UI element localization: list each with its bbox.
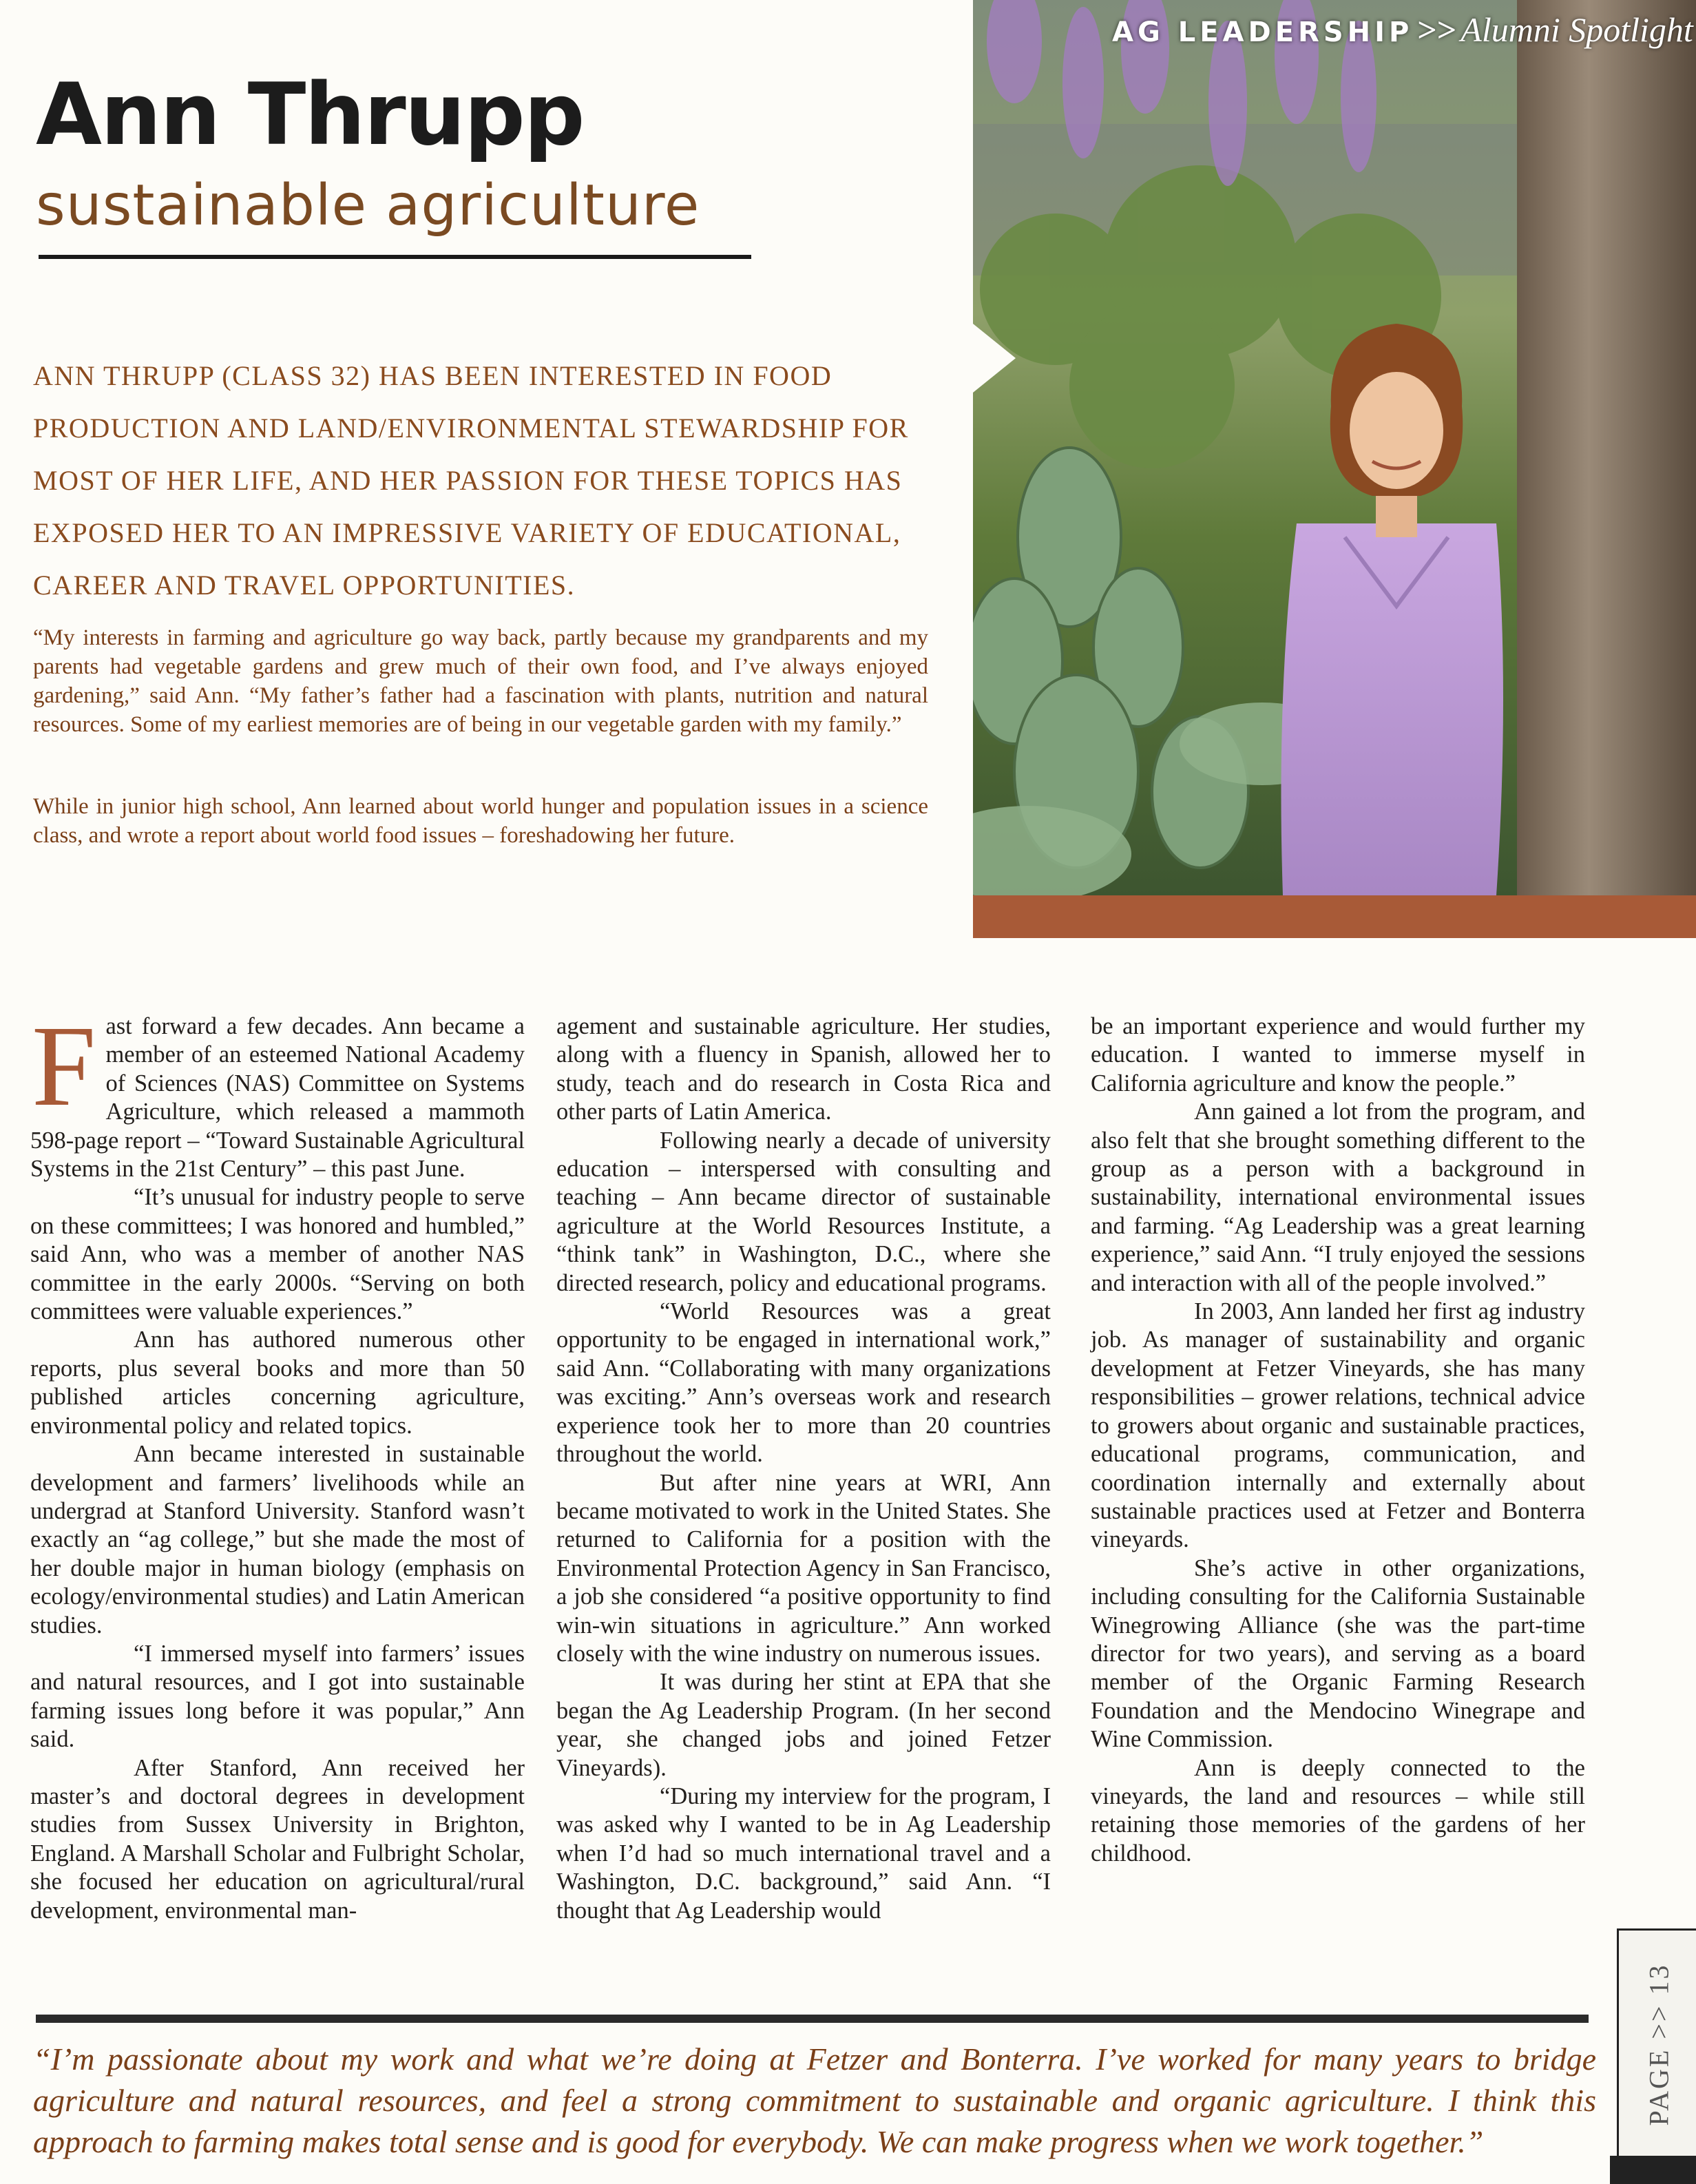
intro-paragraph: ANN THRUPP (CLASS 32) HAS BEEN INTERESTED IN FOOD PRODUCTION AND LAND/ENVIRONMENTAL STEWARDSHIP FOR MOST OF HER LIFE, AND HER PASSION FOR THESE TOPICS HAS EXPOSED HER TO AN IMPRESSIVE VARIETY OF EDUCATIONAL, CAREER AND TRAVEL OPPORTUNITIES. [33, 360, 909, 601]
body-paragraph: Ann became interested in sustainable development and farmers’ livelihoods while an undergrad at Stanford University. Stanford wasn’t exactly an “ag college,” but she made the most of her double major in human biology (emphasis on ecology/environmental studies) and Latin American studies. [30, 1441, 525, 1639]
portrait-photo [973, 0, 1696, 895]
article-title: Ann Thrupp [36, 65, 584, 165]
body-paragraph: “World Resources was a great opportunity to be engaged in international work,” said Ann. “Collaborating with many organizations was exciting.” Ann’s overseas work and research experience took her to more than 20 countries throughout the world. [556, 1298, 1051, 1468]
pull-quote-rule [36, 2015, 1589, 2023]
body-paragraph: agement and sustainable agriculture. Her studies, along with a fluency in Spanish, allowed her to study, teach and do research in Costa Rica and other parts of Latin America. [556, 1013, 1051, 1125]
section-label-separator: >> [1417, 10, 1457, 49]
body-paragraph: Following nearly a decade of university education – interspersed with consulting and teaching – Ann became director of sustainable agriculture at the World Resources Institute, a “think tank” in Washington, D.C., where she directed research, policy and educational programs. [556, 1127, 1051, 1296]
page-tab-cap [1610, 2156, 1696, 2184]
body-paragraph: Ann is deeply connected to the vineyards, the land and resources – while still retaining those memories of the gardens of her childhood. [1091, 1754, 1585, 1866]
body-paragraph: “I immersed myself into farmers’ issues and natural resources, and I got into sustainable farming issues long before it was popular,” Ann said. [30, 1640, 525, 1753]
photo-band [973, 895, 1696, 938]
body-paragraph: She’s active in other organizations, including consulting for the California Sustainable Winegrowing Alliance (she was the part-time director for two years), and serving as a board member of the Organic Farming Research Foundation and the Mendocino Winegrape and Wine Commission. [1091, 1554, 1585, 1753]
lede-paragraph-1: “My interests in farming and agriculture go way back, partly because my grandparents and my parents had vegetable gardens and grew much of their own food, and I’ve always enjoyed gardening,” said Ann. “My father’s father had a fascination with plants, nutrition and natural resources. Some of my earliest memories are of being in our vegetable garden with my family.” [33, 625, 928, 737]
body-paragraph: be an important experience and would further my education. I wanted to immerse myself in California agriculture and know the people.” [1091, 1013, 1585, 1096]
body-paragraph: Ann has authored numerous other reports, plus several books and more than 50 published articles concerning agriculture, environmental policy and related topics. [30, 1327, 525, 1439]
section-label-lead: AG LEADERSHIP [1112, 17, 1414, 48]
pull-quote: “I’m passionate about my work and what we’re doing at Fetzer and Bonterra. I’ve worked for many years to bridge agriculture and natural resources, and feel a strong commitment to sustainable and organic agriculture. I think this approach to farming makes total sense and is good for everybody. We can make progress when we work together.” [33, 2041, 1596, 2159]
body-paragraph: But after nine years at WRI, Ann became motivated to work in the United States. She returned to California for a position with the Environmental Protection Agency in San Francisco, a job she considered “a positive opportunity to find win-win situations in agriculture.” Ann worked closely with the wine industry on numerous issues. [556, 1469, 1051, 1667]
body-paragraph: It was during her stint at EPA that she began the Ag Leadership Program. (In her second year, she changed jobs and joined Fetzer Vineyards). [556, 1669, 1051, 1781]
body-column-1 [30, 1002, 525, 1925]
body-column-2 [556, 1012, 1051, 1925]
drop-cap: F [32, 1002, 96, 1130]
photo-notch [973, 324, 1016, 393]
title-rule [39, 255, 751, 259]
body-paragraph: Fast forward a few decades. Ann became a member of an esteemed National Academy of Sciences (NAS) Committee on Systems Agriculture, which released a mammoth 598-page report – “Toward Sustainable Agricultural Systems in the 21st Century” – this past June. [30, 1002, 525, 1183]
section-label-tail: Alumni Spotlight [1461, 10, 1693, 49]
page-number-label: PAGE >> 13 [1643, 1963, 1674, 2125]
section-label [1112, 10, 1693, 50]
body-column-3 [1091, 1012, 1585, 1868]
body-paragraph: In 2003, Ann landed her first ag industry job. As manager of sustainability and organic development at Fetzer Vineyards, she has many responsibilities – grower relations, technical advice to growers about organic and sustainable practices, educational programs, communication, and coordination internally and externally about sustainable practices used at Fetzer and Bonterra vineyards. [1091, 1298, 1585, 1553]
body-paragraph: After Stanford, Ann received her master’s and doctoral degrees in development studies from Sussex University in Brighton, England. A Marshall Scholar and Fulbright Scholar, she focused her education on agricultural/rural development, environmental man- [30, 1754, 525, 1924]
article-subtitle: sustainable agriculture [36, 173, 700, 238]
body-paragraph: “It’s unusual for industry people to serve on these committees; I was honored and humbled,” said Ann, who was a member of another NAS committee in the early 2000s. “Serving on both committees were valuable experiences.” [30, 1184, 525, 1325]
body-paragraph: Ann gained a lot from the program, and also felt that she brought something different to the group as a person with a background in sustainability, international environmental issues and farming. “Ag Leadership was a great learning experience,” said Ann. “I truly enjoyed the sessions and interaction with all of the people involved.” [1091, 1099, 1585, 1296]
lede-paragraph-2: While in junior high school, Ann learned about world hunger and population issues in a science class, and wrote a report about world food issues – foreshadowing her future. [33, 794, 928, 848]
page-number-tab [1617, 1928, 1696, 2160]
body-paragraph: “During my interview for the program, I was asked why I wanted to be in Ag Leadership when I’d had so much international travel and a Washington, D.C. background,” said Ann. “I thought that Ag Leadership would [556, 1782, 1051, 1924]
